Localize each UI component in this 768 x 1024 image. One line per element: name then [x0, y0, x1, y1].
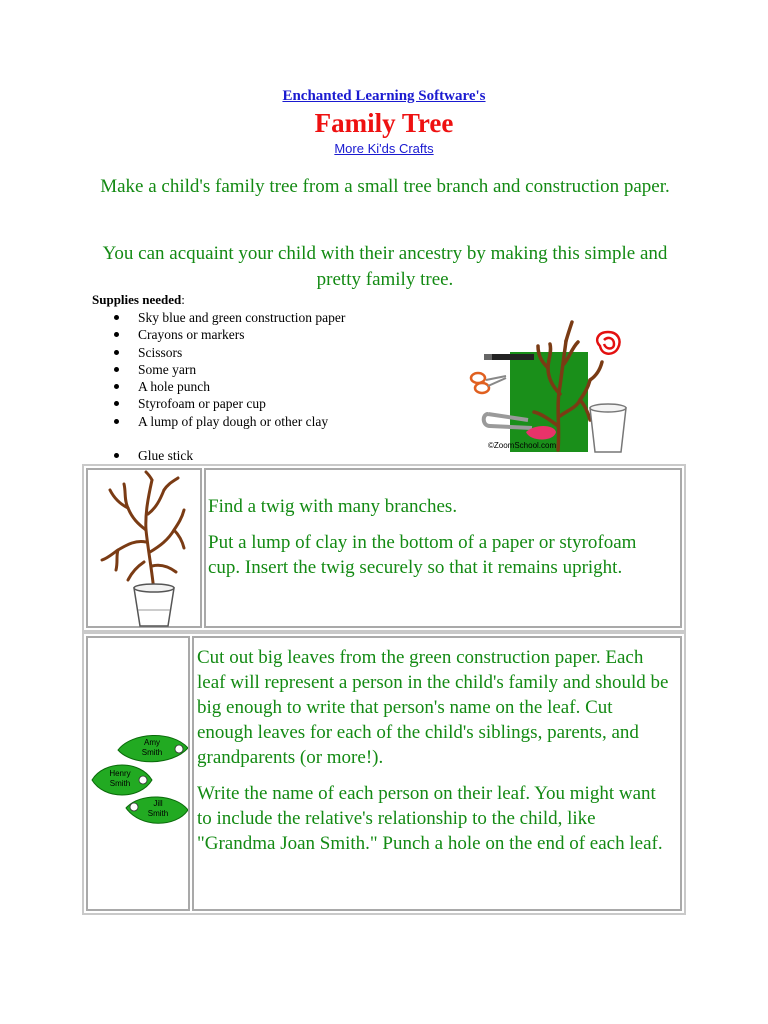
step-1-paragraph: Put a lump of clay in the bottom of a paper or styrofoam cup. Insert the twig securely so that it remains upright. [208, 532, 637, 578]
step-2-text-cell [192, 636, 682, 911]
leaf-name-line: Amy [144, 738, 160, 747]
step-2-paragraph: Cut out big leaves from the green construction paper. Each leaf will represent a person in the child's family and should be big enough to write that person's name on the leaf. Cut enough leaves for each of the child's siblings, parents, and grandparents (or more!). [197, 647, 669, 768]
supplies-label-colon: : [181, 292, 185, 307]
step-1 [82, 464, 686, 632]
leaf-name-line: Smith [109, 779, 131, 788]
leaf-name-line: Henry [109, 769, 131, 778]
scissors-icon [471, 373, 506, 393]
intro-paragraph-2: You can acquaint your child with their ancestry by making this simple and pretty family tree. [102, 243, 668, 290]
step-1-text-cell [204, 468, 682, 628]
intro-paragraph-1: Make a child's family tree from a small tree branch and construction paper. [100, 176, 670, 197]
twig-drawing [102, 472, 184, 592]
name-leaves-illustration [88, 638, 188, 913]
illustration-watermark: ©ZoomSchool.com [488, 441, 557, 450]
leaf-jill-smith [126, 797, 188, 823]
cup-icon [590, 404, 626, 452]
more-crafts [0, 141, 768, 157]
publisher-header [0, 88, 768, 105]
publisher-link[interactable]: Enchanted Learning Software's [282, 88, 486, 104]
step-1-image-cell [86, 468, 202, 628]
red-yarn-icon [597, 332, 619, 354]
supply-item: Some yarn [110, 361, 345, 378]
supplies-list [110, 309, 345, 464]
leaf-amy-smith [118, 735, 188, 761]
leaf-name-line: Jill [153, 799, 163, 808]
leaf-name-line: Smith [141, 748, 163, 757]
leaf-henry-smith [92, 765, 152, 795]
supply-item: Glue stick [110, 447, 345, 464]
supply-item: Styrofoam or paper cup [110, 395, 345, 412]
supply-item: A lump of play dough or other clay [110, 413, 345, 430]
step-2-image-cell [86, 636, 190, 911]
supply-item: Crayons or markers [110, 326, 345, 343]
craft-supplies-illustration [468, 316, 634, 456]
leaf-name-line: Smith [147, 809, 169, 818]
cup-icon [134, 584, 174, 626]
marker-icon [484, 354, 534, 360]
step-2 [82, 632, 686, 915]
twig-in-cup-illustration [88, 470, 200, 630]
supply-item: Scissors [110, 344, 345, 361]
more-crafts-link[interactable]: More Ki'ds Crafts [334, 141, 434, 156]
step-2-paragraph: Write the name of each person on their leaf. You might want to include the relative's relationship to the child, like "Grandma Joan Smith." Punch a hole on the end of each leaf. [197, 783, 663, 854]
supply-item: A hole punch [110, 378, 345, 395]
supplies-label: Supplies needed [92, 292, 182, 307]
supplies-heading [92, 292, 185, 308]
supply-item: Sky blue and green construction paper [110, 309, 345, 326]
step-1-paragraph: Find a twig with many branches. [208, 496, 458, 517]
page-title: Family Tree [314, 108, 454, 138]
